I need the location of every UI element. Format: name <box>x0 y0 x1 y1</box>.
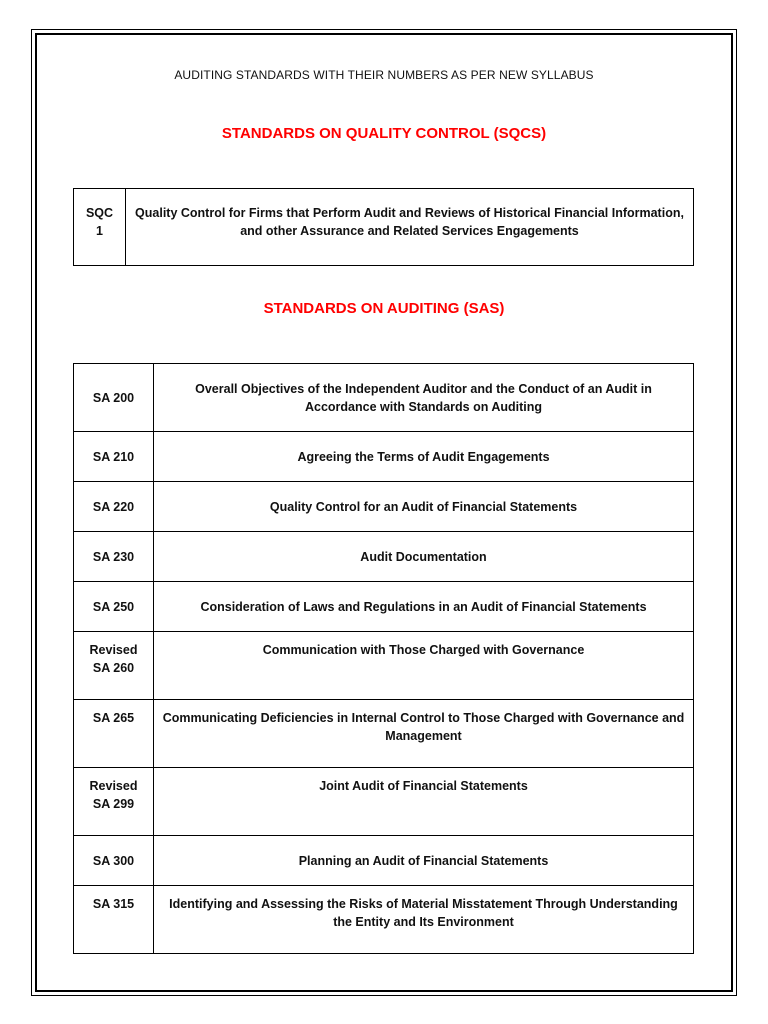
standard-description-line: Quality Control for Firms that Perform Audit and Reviews of Historical Financial Information, <box>135 206 684 220</box>
standard-description-cell <box>154 432 694 482</box>
standard-code-line: SA 315 <box>92 897 135 911</box>
standard-code-line: SA 260 <box>92 661 135 675</box>
sqc-section-heading: STANDARDS ON QUALITY CONTROL (SQCS) <box>221 125 547 142</box>
standard-code-line: SA 210 <box>92 449 135 464</box>
standard-code-line: SQC <box>85 206 114 220</box>
standard-description-cell <box>154 836 694 886</box>
standard-description-cell <box>126 189 694 266</box>
standard-code-line: Revised <box>89 779 138 793</box>
standard-code-cell <box>74 189 126 266</box>
standard-description-line: Agreeing the Terms of Audit Engagements <box>297 449 550 464</box>
standard-code-cell <box>74 886 154 954</box>
table-row <box>74 432 694 482</box>
standard-code-line: 1 <box>96 224 103 238</box>
standard-description-line: Overall Objectives of the Independent Auditor and the Conduct of an Audit in <box>195 381 652 396</box>
table-row <box>74 768 694 836</box>
table-row <box>74 700 694 768</box>
table-row <box>74 532 694 582</box>
standard-description-line: Quality Control for an Audit of Financial Statements <box>269 499 578 514</box>
standard-description-cell <box>154 482 694 532</box>
standard-description-line: the Entity and Its Environment <box>333 915 514 929</box>
standard-description-cell <box>154 886 694 954</box>
sa-table <box>73 363 694 954</box>
sqc-table <box>73 188 694 266</box>
table-row <box>74 836 694 886</box>
standard-code-cell <box>74 700 154 768</box>
standard-code-line: SA 230 <box>92 549 135 564</box>
standard-code-line: SA 250 <box>92 599 135 614</box>
table-row <box>74 482 694 532</box>
sa-section-heading: STANDARDS ON AUDITING (SAS) <box>263 300 505 317</box>
standard-description-cell <box>154 364 694 432</box>
standard-description-line: Consideration of Laws and Regulations in an Audit of Financial Statements <box>200 599 647 614</box>
table-row <box>74 886 694 954</box>
standard-description-cell <box>154 582 694 632</box>
standard-code-line: SA 299 <box>92 797 135 811</box>
standard-code-cell <box>74 582 154 632</box>
table-row <box>74 189 694 266</box>
standard-code-line: SA 265 <box>92 711 135 725</box>
standard-description-cell <box>154 632 694 700</box>
standard-code-cell <box>74 432 154 482</box>
standard-description-cell <box>154 768 694 836</box>
standard-description-cell <box>154 532 694 582</box>
table-row <box>74 632 694 700</box>
standard-code-line: SA 300 <box>92 853 135 868</box>
standard-code-line: SA 220 <box>92 499 135 514</box>
standard-description-line: and other Assurance and Related Services Engagements <box>240 224 579 238</box>
standard-code-cell <box>74 532 154 582</box>
standard-description-line: Communicating Deficiencies in Internal Control to Those Charged with Governance and <box>162 711 685 725</box>
standard-code-cell <box>74 836 154 886</box>
table-row <box>74 364 694 432</box>
standard-code-cell <box>74 482 154 532</box>
standard-code-cell <box>74 768 154 836</box>
standard-description-line: Identifying and Assessing the Risks of Material Misstatement Through Understanding <box>169 897 678 911</box>
page-title: AUDITING STANDARDS WITH THEIR NUMBERS AS PER NEW SYLLABUS <box>174 68 594 82</box>
standard-description-line: Joint Audit of Financial Statements <box>319 779 528 793</box>
standard-code-cell <box>74 364 154 432</box>
standard-description-line: Planning an Audit of Financial Statements <box>298 853 549 868</box>
standard-description-line: Accordance with Standards on Auditing <box>304 399 543 414</box>
standard-code-line: Revised <box>89 643 138 657</box>
table-row <box>74 582 694 632</box>
standard-description-cell <box>154 700 694 768</box>
standard-code-cell <box>74 632 154 700</box>
standard-code-line: SA 200 <box>92 390 135 405</box>
standard-description-line: Management <box>385 729 462 743</box>
standard-description-line: Communication with Those Charged with Governance <box>262 643 585 657</box>
standard-description-line: Audit Documentation <box>360 549 487 564</box>
